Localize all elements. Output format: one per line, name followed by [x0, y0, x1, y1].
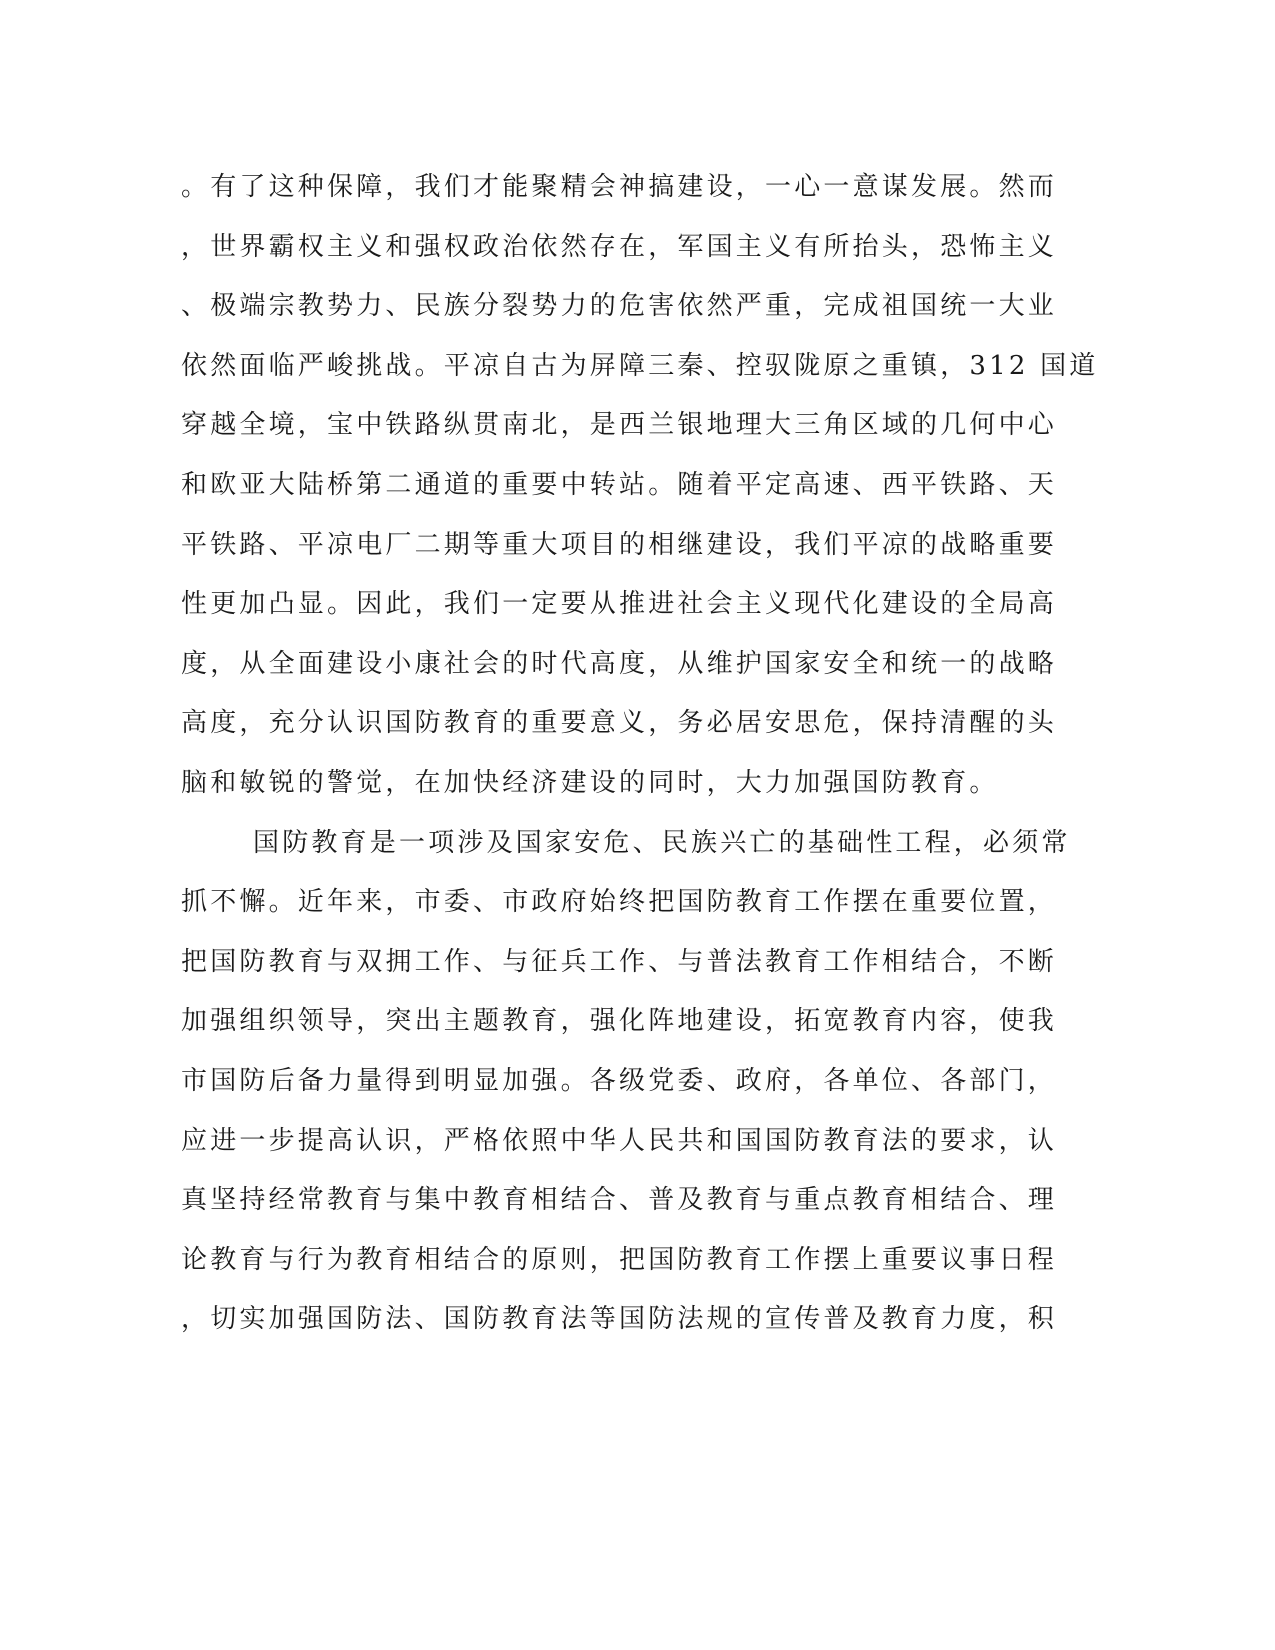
- text-line: 真坚持经常教育与集中教育相结合、普及教育与重点教育相结合、理: [181, 1185, 1058, 1216]
- text-line: 市国防后备力量得到明显加强。各级党委、政府，各单位、各部门，: [181, 1065, 1058, 1096]
- text-line: 依然面临严峻挑战。平凉自古为屏障三秦、控驭陇原之重镇，312 国道: [181, 350, 1099, 381]
- body-text: [181, 158, 1099, 1350]
- text-line: 论教育与行为教育相结合的原则，把国防教育工作摆上重要议事日程: [181, 1244, 1058, 1275]
- text-line: 性更加凸显。因此，我们一定要从推进社会主义现代化建设的全局高: [181, 589, 1058, 620]
- text-line: 高度，充分认识国防教育的重要意义，务必居安思危，保持清醒的头: [181, 708, 1058, 739]
- text-line: 应进一步提高认识，严格依照中华人民共和国国防教育法的要求，认: [181, 1125, 1058, 1156]
- text-line: ，世界霸权主义和强权政治依然存在，军国主义有所抬头，恐怖主义: [181, 231, 1058, 262]
- text-line: 脑和敏锐的警觉，在加快经济建设的同时，大力加强国防教育。: [181, 767, 999, 798]
- text-line: 。有了这种保障，我们才能聚精会神搞建设，一心一意谋发展。然而: [181, 172, 1058, 202]
- text-line: 度，从全面建设小康社会的时代高度，从维护国家安全和统一的战略: [181, 648, 1058, 679]
- paragraph-first-line: 国防教育是一项涉及国家安危、民族兴亡的基础性工程，必须常: [253, 827, 1071, 858]
- text-line: 、极端宗教势力、民族分裂势力的危害依然严重，完成祖国统一大业: [181, 291, 1058, 322]
- text-line: 和欧亚大陆桥第二通道的重要中转站。随着平定高速、西平铁路、天: [181, 469, 1058, 500]
- text-line: 把国防教育与双拥工作、与征兵工作、与普法教育工作相结合，不断: [181, 946, 1058, 977]
- text-line: ，切实加强国防法、国防教育法等国防法规的宣传普及教育力度，积: [181, 1304, 1058, 1335]
- text-line: 加强组织领导，突出主题教育，强化阵地建设，拓宽教育内容，使我: [181, 1006, 1058, 1037]
- text-line: 平铁路、平凉电厂二期等重大项目的相继建设，我们平凉的战略重要: [181, 529, 1058, 560]
- text-line: 抓不懈。近年来，市委、市政府始终把国防教育工作摆在重要位置，: [181, 887, 1058, 918]
- text-line: 穿越全境，宝中铁路纵贯南北，是西兰银地理大三角区域的几何中心: [181, 410, 1058, 441]
